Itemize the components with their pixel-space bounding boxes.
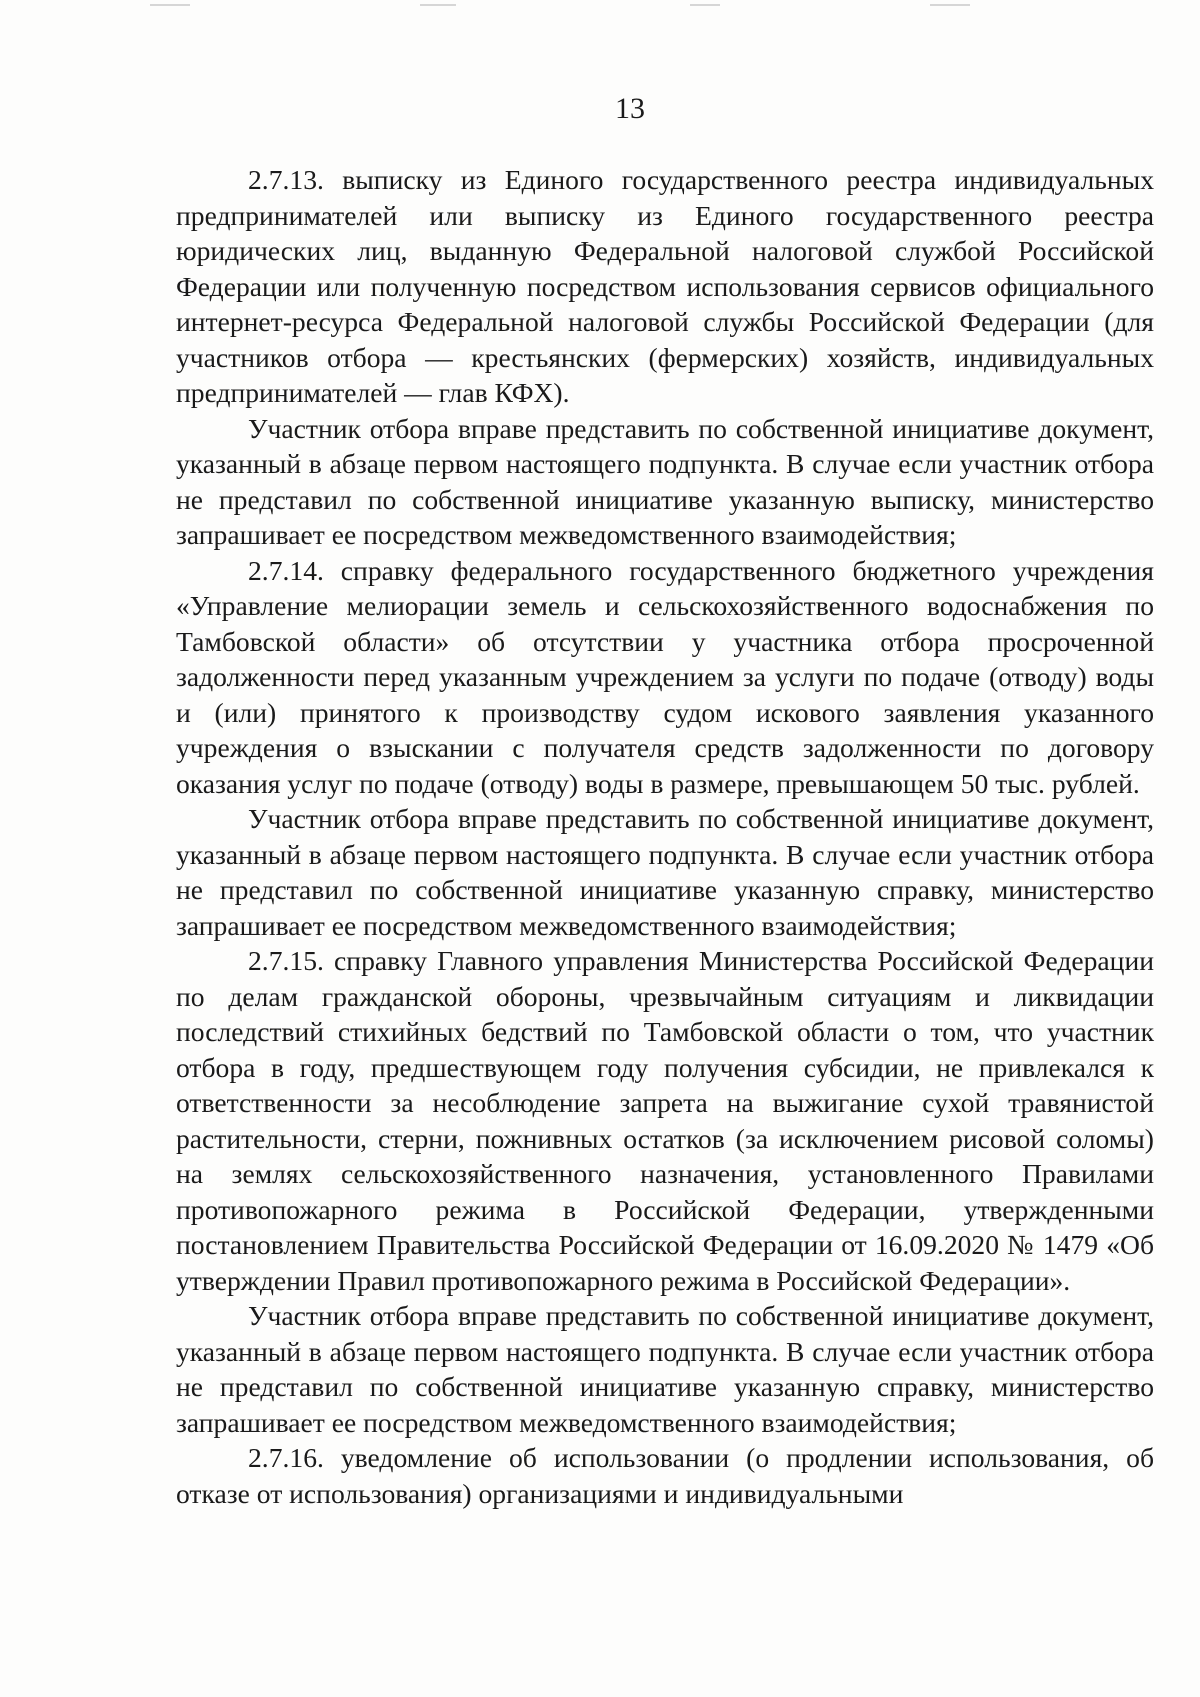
scan-artifact bbox=[150, 4, 190, 6]
paragraph-2-7-14: 2.7.14. справку федерального государственного бюджетного учреждения «Управление мелиорации земель и сельскохозяйственного водоснабжения по Тамбовской области» об отсутствии у участника отбора просроченной задолженности перед указанным учреждением за услуги по подаче (отводу) воды и (или) принятого к производству судом искового заявления указанного учреждения о взыскании с получателя средств задолженности по договору оказания услуг по подаче (отводу) воды в размере, превышающем 50 тыс. рублей. bbox=[176, 554, 1154, 799]
paragraph-2-7-16: 2.7.16. уведомление об использовании (о продлении использования, об отказе от использования) организациями и индивидуальными bbox=[176, 1442, 1154, 1509]
paragraph-initiative-note: Участник отбора вправе представить по собственной инициативе документ, указанный в абзаце первом настоящего подпункта. В случае если участник отбора не представил по собственной инициативе указанную выписку, министерство запрашивает ее посредством межведомственного взаимодействия; bbox=[176, 412, 1154, 550]
page-number: 13 bbox=[615, 92, 645, 125]
paragraph-initiative-note: Участник отбора вправе представить по собственной инициативе документ, указанный в абзаце первом настоящего подпункта. В случае если участник отбора не представил по собственной инициативе указанную справку, министерство запрашивает ее посредством межведомственного взаимодействия; bbox=[176, 1300, 1154, 1438]
paragraph-2-7-13: 2.7.13. выписку из Единого государственного реестра индивидуальных предпринимателей или выписку из Единого государственного реестра юридических лиц, выданную Федеральной налоговой службой Российской Федерации или полученную посредством использования сервисов официального интернет-ресурса Федеральной налоговой службы Российской Федерации (для участников отбора — крестьянских (фермерских) хозяйств, индивидуальных предпринимателей — глав КФХ). bbox=[176, 164, 1154, 408]
paragraph-2-7-15: 2.7.15. справку Главного управления Министерства Российской Федерации по делам гражданской обороны, чрезвычайным ситуациям и ликвидации последствий стихийных бедствий по Тамбовской области о том, что участник отбора в году, предшествующем году получения субсидии, не привлекался к ответственности за несоблюдение запрета на выжигание сухой травянистой растительности, стерни, пожнивных остатков (за исключением рисовой соломы) на землях сельскохозяйственного назначения, установленного Правилами противопожарного режима в Российской Федерации, утвержденными постановлением Правительства Российской Федерации от 16.09.2020 № 1479 «Об утверждении Правил противопожарного режима в Российской Федерации». bbox=[176, 945, 1154, 1296]
scan-artifact bbox=[930, 4, 970, 6]
scan-artifact bbox=[420, 4, 456, 6]
paragraph-initiative-note: Участник отбора вправе представить по собственной инициативе документ, указанный в абзаце первом настоящего подпункта. В случае если участник отбора не представил по собственной инициативе указанную справку, министерство запрашивает ее посредством межведомственного взаимодействия; bbox=[176, 803, 1154, 941]
document-body bbox=[176, 162, 1154, 1511]
scan-artifact bbox=[690, 4, 720, 6]
